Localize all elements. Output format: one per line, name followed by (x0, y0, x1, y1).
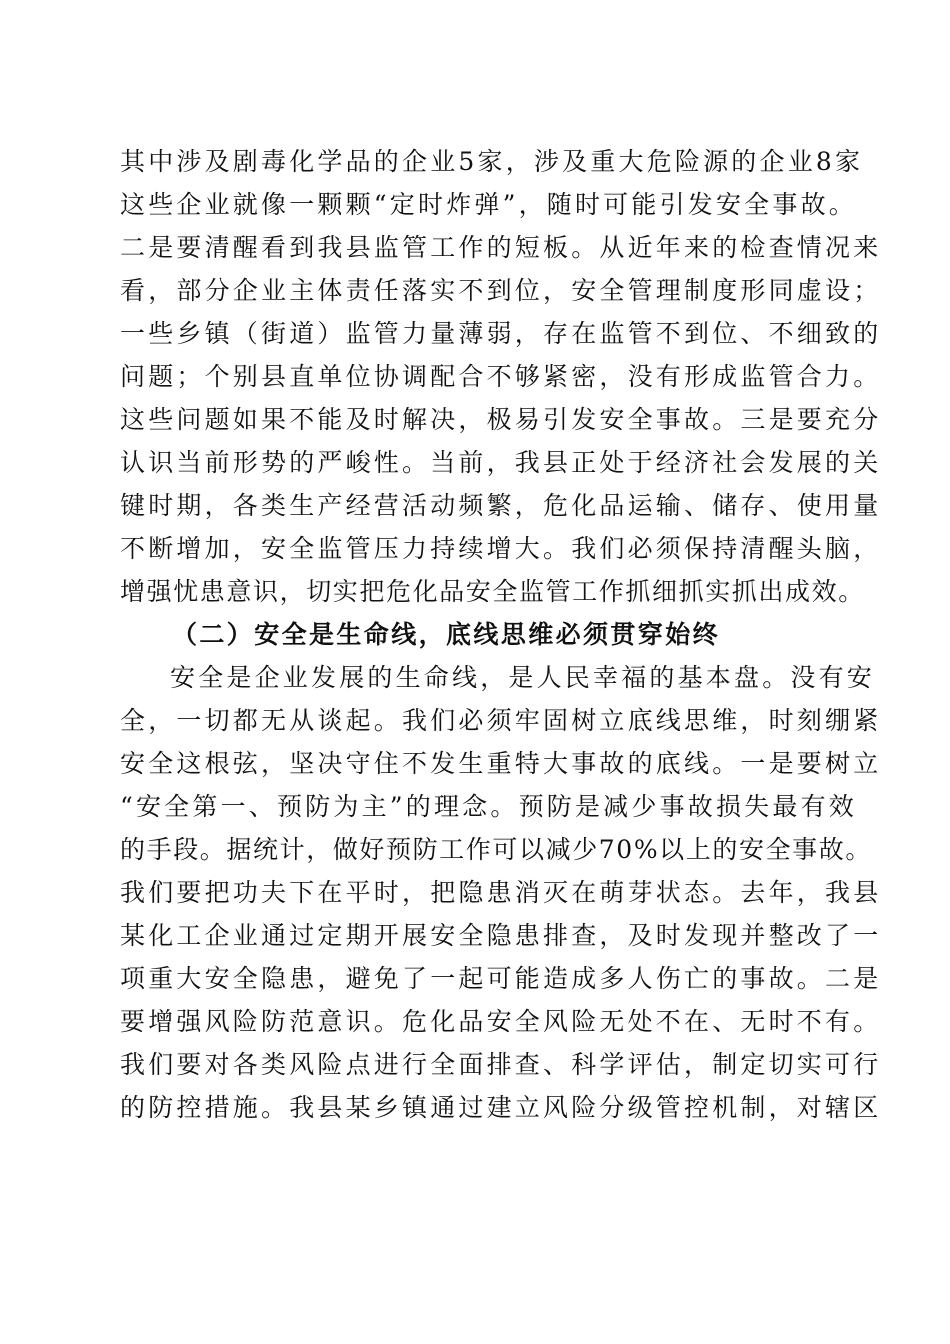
body-text-line: 认识当前形势的严峻性。当前，我县正处于经济社会发展的关 (120, 448, 882, 477)
body-text-line: 某化工企业通过定期开展安全隐患排查，及时发现并整改了一 (120, 921, 882, 950)
body-text-line: 项重大安全隐患，避免了一起可能造成多人伤亡的事故。二是 (120, 964, 882, 993)
body-text-line: “安全第一、预防为主”的理念。预防是减少事故损失最有效 (120, 792, 857, 821)
body-text-line: 我们要对各类风险点进行全面排查、科学评估，制定切实可行 (120, 1050, 882, 1079)
paragraph-first-line: 安全是企业发展的生命线，是人民幸福的基本盘。没有安 (170, 663, 876, 692)
body-text-line: 键时期，各类生产经营活动频繁，危化品运输、储存、使用量 (120, 491, 882, 520)
body-text-line: 看，部分企业主体责任落实不到位，安全管理制度形同虚设； (120, 276, 882, 305)
body-text-line: 一些乡镇（街道）监管力量薄弱，存在监管不到位、不细致的 (120, 319, 882, 348)
body-text-line: 我们要把功夫下在平时，把隐患消灭在萌芽状态。去年，我县 (120, 878, 882, 907)
body-text-line: 这些企业就像一颗颗“定时炸弹”，随时可能引发安全事故。 (120, 190, 857, 219)
body-text-line: 的手段。据统计，做好预防工作可以减少70%以上的安全事故。 (120, 835, 872, 864)
body-text-line: 安全这根弦，坚决守住不发生重特大事故的底线。一是要树立 (120, 749, 882, 778)
body-text-line: 增强忧患意识，切实把危化品安全监管工作抓细抓实抓出成效。 (120, 577, 865, 606)
body-text-line: 二是要清醒看到我县监管工作的短板。从近年来的检查情况来 (120, 233, 882, 262)
body-text-line: 的防控措施。我县某乡镇通过建立风险分级管控机制，对辖区 (120, 1093, 882, 1122)
body-text-line: 问题；个别县直单位协调配合不够紧密，没有形成监管合力。 (120, 362, 882, 391)
body-text-line: 要增强风险防范意识。危化品安全风险无处不在、无时不有。 (120, 1007, 882, 1036)
body-text-line: 不断增加，安全监管压力持续增大。我们必须保持清醒头脑， (120, 534, 882, 563)
section-heading: （二）安全是生命线，底线思维必须贯穿始终 (172, 620, 721, 649)
body-text-line: 全，一切都无从谈起。我们必须牢固树立底线思维，时刻绷紧 (120, 706, 882, 735)
body-text-line: 其中涉及剧毒化学品的企业5家，涉及重大危险源的企业8家 (120, 147, 864, 176)
body-text-line: 这些问题如果不能及时解决，极易引发安全事故。三是要充分 (120, 405, 882, 434)
